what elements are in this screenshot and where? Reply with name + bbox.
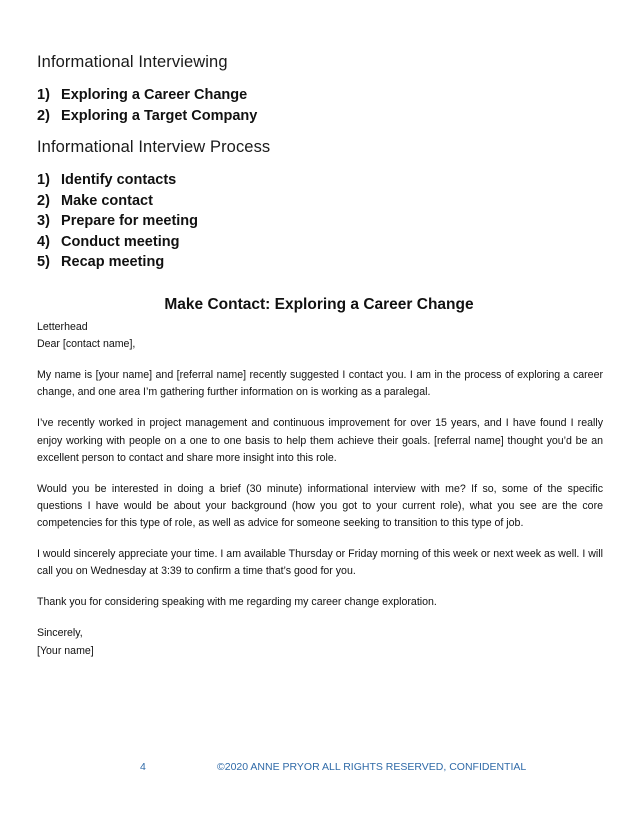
signature: [Your name] [37,644,94,657]
letter-paragraph: My name is [your name] and [referral name] recently suggested I contact you. I am in the process of exploring a career change, and one area I’m gathering further information on is working as a paralegal. [37,369,603,399]
list-item: 5) Recap meeting [37,254,165,270]
letter-body [37,319,603,660]
list-item: 3) Prepare for meeting [37,213,199,229]
letter-paragraph: I’ve recently worked in project management and continuous improvement for over 15 years, and I have found I really enjoy working with people on a one to one basis to help them achieve their goals. [referral name] thought you’d be an excellent person to contact and share more insight into this role. [37,417,603,464]
list-item: 1) Exploring a Career Change [37,87,248,103]
list-item: 2) Exploring a Target Company [37,107,258,124]
copyright-notice: ©2020 ANNE PRYOR ALL RIGHTS RESERVED, CONFIDENTIAL [217,761,527,773]
list-interview-types [37,85,257,126]
list-item: 4) Conduct meeting [37,233,180,250]
letter-paragraph: Thank you for considering speaking with me regarding my career change exploration. [37,596,437,609]
list-process-steps [37,170,198,273]
list-item: 2) Make contact [37,192,153,209]
page-number: 4 [140,761,146,773]
heading-interview-process: Informational Interview Process [37,138,271,156]
heading-informational-interviewing: Informational Interviewing [37,53,228,71]
letter-paragraph: Would you be interested in doing a brief (30 minute) informational interview with me? If so, some of the specific questions I have would be about your background (how you got to your current role), what you see are the core competencies for this type of role, as well as advice for someone seeking to transition to this type of job. [37,482,603,530]
letterhead: Letterhead [37,321,88,333]
closing: Sincerely, [37,627,83,640]
list-item: 1) Identify contacts [37,172,177,188]
salutation: Dear [contact name], [37,338,136,351]
letter-paragraph: I would sincerely appreciate your time. I am available Thursday or Friday morning of this week or next week as well. I will call you on Wednesday at 3:39 to confirm a time that’s good for you. [37,548,603,578]
section-title: Make Contact: Exploring a Career Change [164,296,474,313]
